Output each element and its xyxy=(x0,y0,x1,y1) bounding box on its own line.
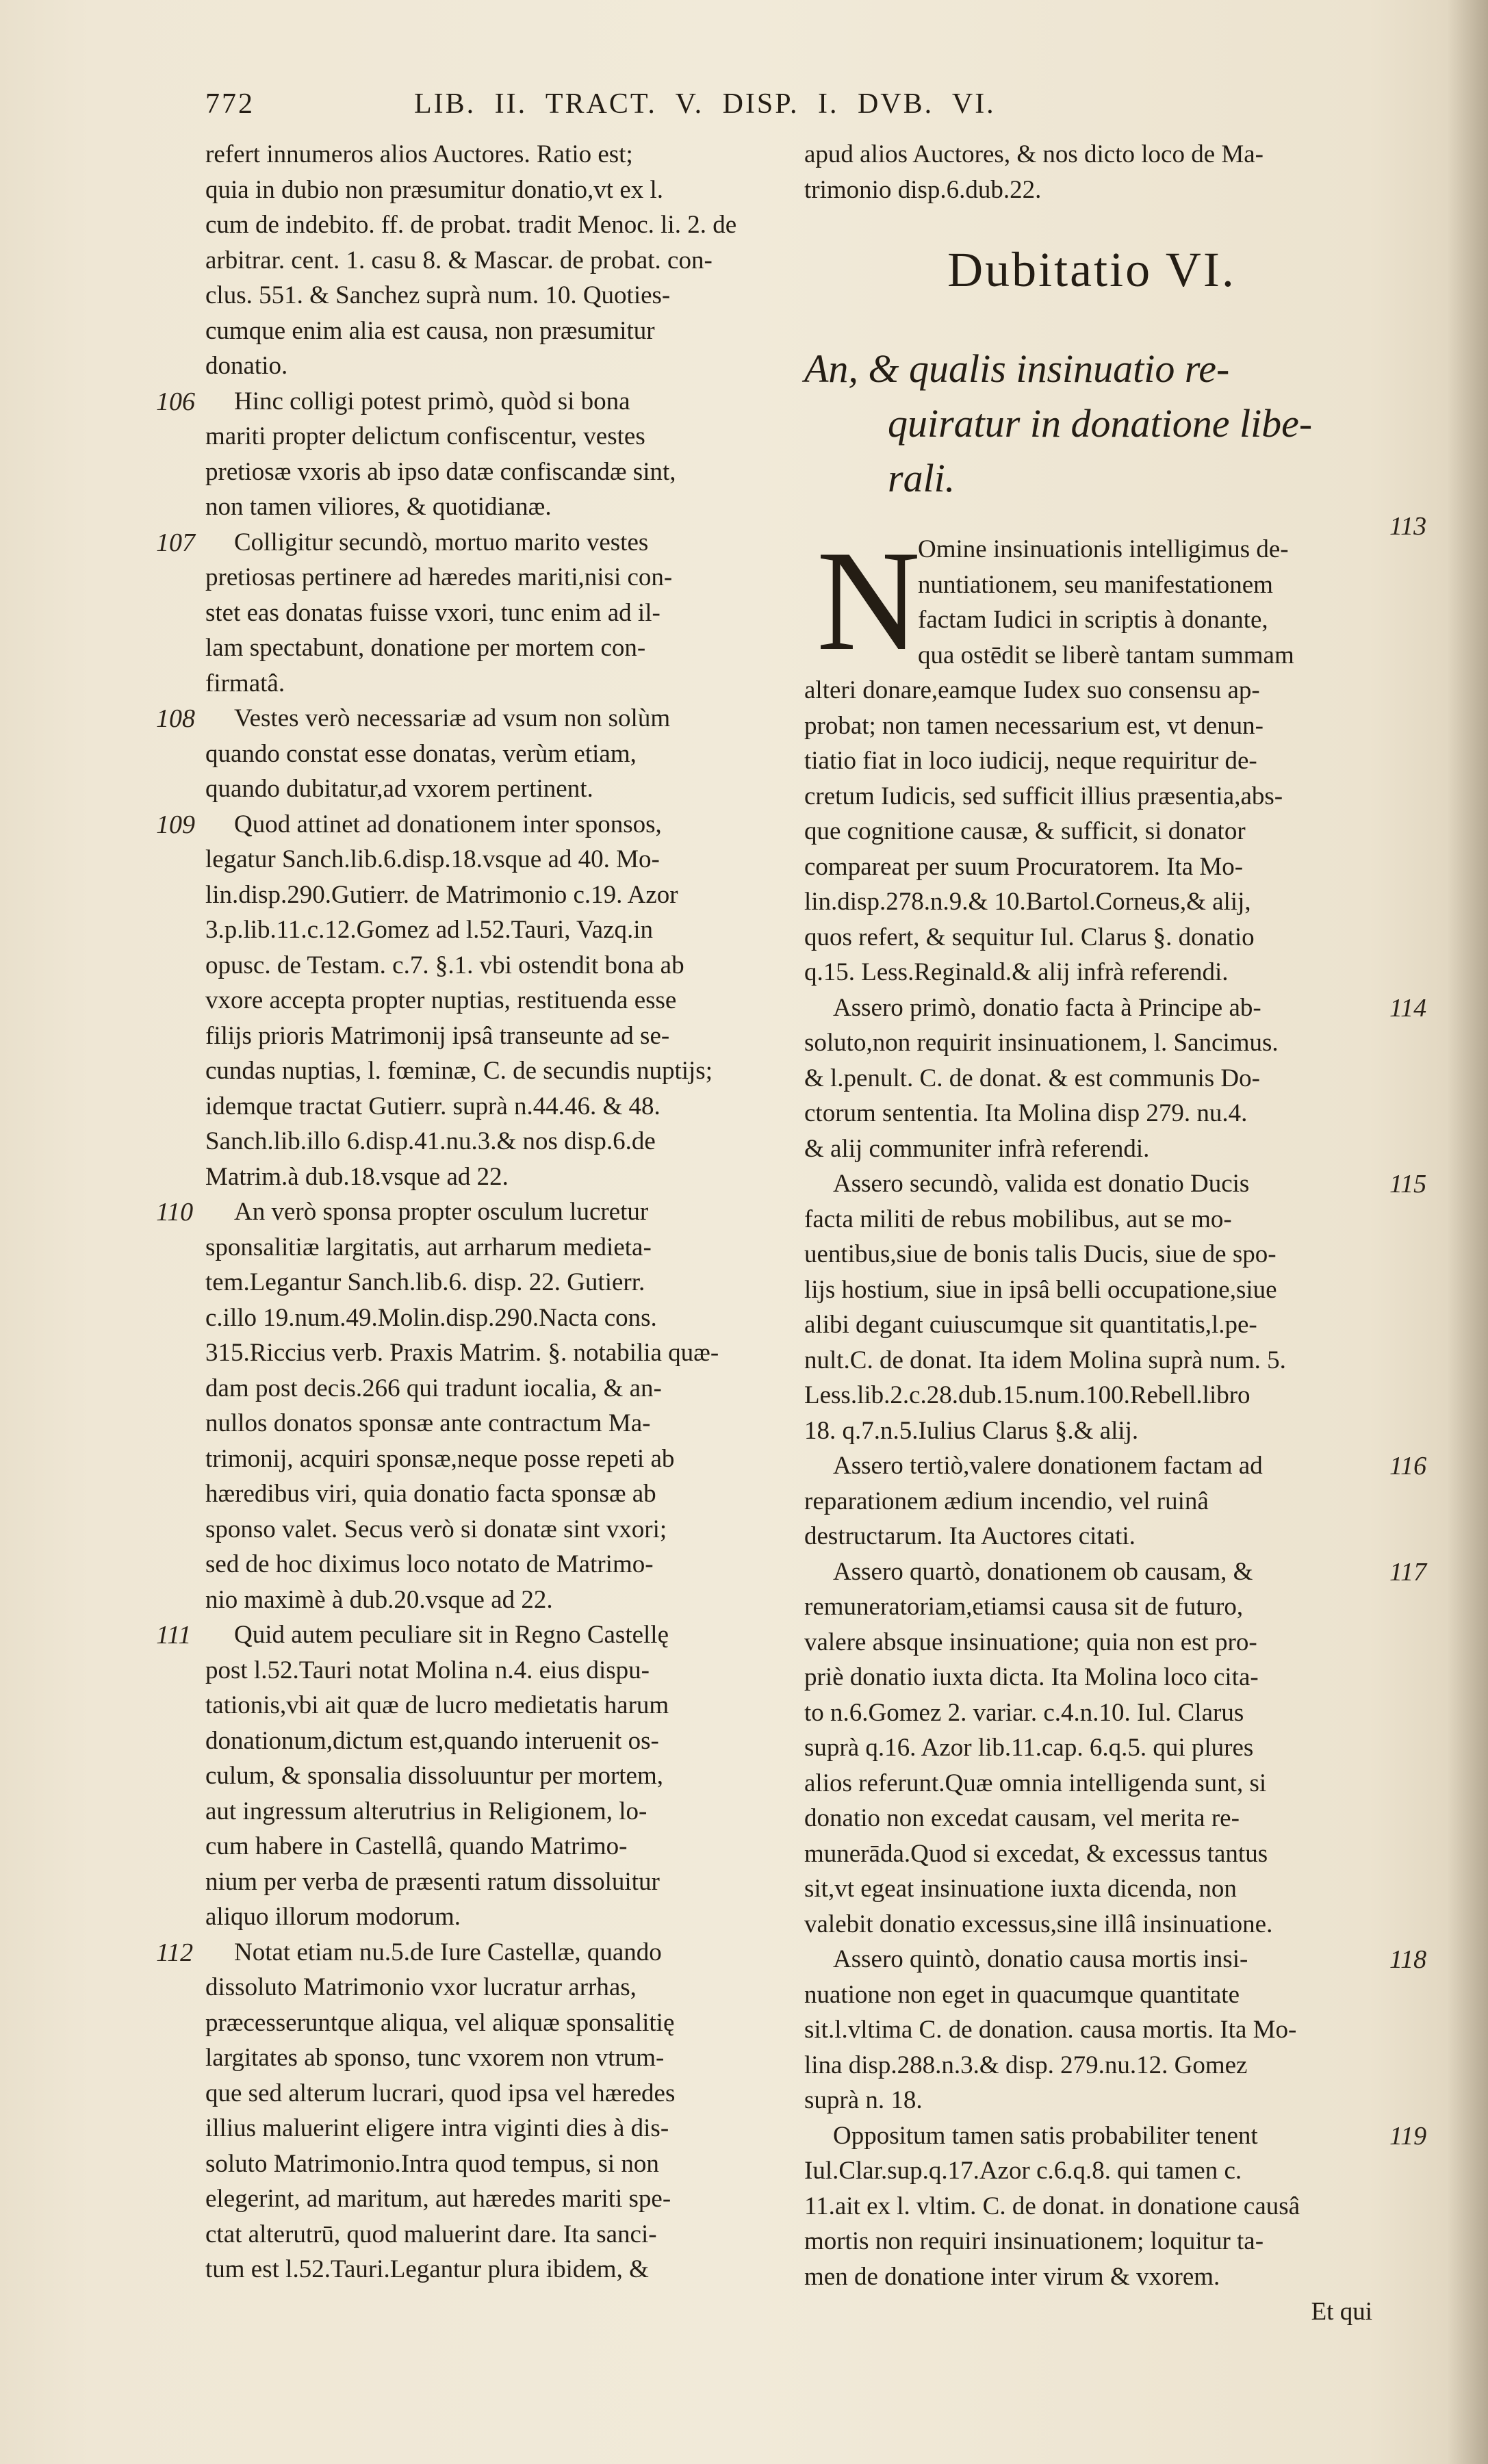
text-line: sit,vt egeat insinuatione iuxta dicenda, non xyxy=(804,1875,1237,1903)
text-line: cretum Iudicis, sed sufficit illius præsentia,abs- xyxy=(804,782,1283,810)
text-line: quia in dubio non præsumitur donatio,vt ex l. xyxy=(205,175,664,204)
paragraph-number: 106 xyxy=(156,387,195,416)
text-line: & alij communiter infrà referendi. xyxy=(804,1134,1150,1163)
text-line: lam spectabunt, donatione per mortem con- xyxy=(205,634,646,662)
text-line: quando dubitatur,ad vxorem pertinent. xyxy=(205,775,593,803)
text-line: firmatâ. xyxy=(205,669,285,697)
text-line: donationum,dictum est,quando interuenit os- xyxy=(205,1726,659,1755)
paragraph-number: 108 xyxy=(156,704,195,733)
text-line: illius maluerint eligere intra viginti dies à dis- xyxy=(205,2114,669,2142)
text-line: dissoluto Matrimonio vxor lucratur arrhas, xyxy=(205,1973,637,2001)
question-heading xyxy=(804,342,1379,506)
paragraph xyxy=(804,1942,1379,2118)
drop-cap: N xyxy=(817,522,921,680)
paragraph-number: 118 xyxy=(1389,1945,1427,1974)
paragraph-number: 111 xyxy=(156,1621,192,1650)
text-line: stet eas donatas fuisse vxori, tunc enim ad il- xyxy=(205,598,660,627)
text-line: tationis,vbi ait quæ de lucro medietatis harum xyxy=(205,1691,669,1719)
text-line: Sanch.lib.illo 6.disp.41.nu.3.& nos disp.6.de xyxy=(205,1127,656,1155)
running-title: LIB. II. TRACT. V. DISP. I. DVB. VI. xyxy=(414,88,996,120)
paragraph xyxy=(804,2118,1379,2295)
text-line: ctorum sententia. Ita Molina disp 279. nu.4. xyxy=(804,1099,1248,1127)
text-line: culum, & sponsalia dissoluuntur per mortem, xyxy=(205,1762,663,1790)
paragraph-number: 112 xyxy=(156,1938,194,1967)
text-line: Assero tertiò,valere donationem factam ad xyxy=(833,1452,1263,1480)
text-line: alios referunt.Quæ omnia intelligenda sunt, si xyxy=(804,1769,1267,1797)
text-line: valebit donatio excessus,sine illâ insinuatione. xyxy=(804,1910,1273,1938)
text-line: cumque enim alia est causa, non præsumitur xyxy=(205,316,655,345)
text-line: Quid autem peculiare sit in Regno Castellę xyxy=(234,1621,669,1649)
text-line: destructarum. Ita Auctores citati. xyxy=(804,1522,1136,1550)
paragraph xyxy=(804,1448,1379,1554)
text-line: Colligitur secundò, mortuo marito vestes xyxy=(234,528,649,556)
running-head xyxy=(205,88,1342,129)
right-intro xyxy=(804,137,1379,207)
text-line: nult.C. de donat. Ita idem Molina suprà num. 5. xyxy=(804,1346,1286,1374)
text-line: donatio non excedat causam, vel merita re- xyxy=(804,1804,1240,1832)
text-line: vxore accepta propter nuptias, restituenda esse xyxy=(205,986,677,1014)
text-line: idemque tractat Gutierr. suprà n.44.46. & 48. xyxy=(205,1092,660,1120)
text-line: nium per verba de præsenti ratum dissoluitur xyxy=(205,1867,660,1896)
question-line: quiratur in donatione libe- xyxy=(888,401,1313,446)
text-line: Hinc colligi potest primò, quòd si bona xyxy=(234,387,630,415)
text-line: aliquo illorum modorum. xyxy=(205,1903,461,1931)
text-line: tem.Legantur Sanch.lib.6. disp. 22. Gutierr. xyxy=(205,1268,645,1296)
page-number: 772 xyxy=(205,88,255,120)
text-line: Assero primò, donatio facta à Principe ab- xyxy=(833,993,1261,1022)
text-line: sponsalitiæ largitatis, aut arrharum medieta- xyxy=(205,1233,652,1261)
text-line: pretiosas pertinere ad hæredes mariti,nisi con- xyxy=(205,563,673,591)
paragraph xyxy=(804,1166,1379,1448)
text-line: mortis non requiri insinuationem; loquitur ta- xyxy=(804,2227,1264,2255)
text-line: Oppositum tamen satis probabiliter tenent xyxy=(833,2121,1258,2150)
text-line: largitates ab sponso, tunc vxorem non vtrum- xyxy=(205,2044,665,2072)
text-line: suprà q.16. Azor lib.11.cap. 6.q.5. qui plures xyxy=(804,1734,1254,1762)
text-line: compareat per suum Procuratorem. Ita Mo- xyxy=(804,852,1244,881)
left-column xyxy=(205,137,780,2287)
text-line: nuntiationem, seu manifestationem xyxy=(918,570,1273,599)
right-paragraphs xyxy=(804,990,1379,2295)
text-line: hæredibus viri, quia donatio facta sponsæ ab xyxy=(205,1480,656,1508)
text-line: apud alios Auctores, & nos dicto loco de Ma- xyxy=(804,140,1264,168)
text-line: cum de indebito. ff. de probat. tradit Menoc. li. 2. de xyxy=(205,211,737,239)
paragraph xyxy=(205,807,780,1195)
text-line: tiatio fiat in loco iudicij, neque requiritur de- xyxy=(804,747,1257,775)
text-line: reparationem ædium incendio, vel ruinâ xyxy=(804,1487,1209,1515)
right-column xyxy=(804,137,1379,2330)
text-line: suprà n. 18. xyxy=(804,2086,923,2114)
question-line: rali. xyxy=(888,456,955,500)
text-line: pretiosæ vxoris ab ipso datæ confiscandæ sint, xyxy=(205,457,676,486)
text-line: cum habere in Castellâ, quando Matrimo- xyxy=(205,1832,628,1860)
paragraph-number: 114 xyxy=(1389,993,1427,1023)
text-line: factam Iudici in scriptis à donante, xyxy=(918,606,1268,634)
text-line: clus. 551. & Sanchez suprà num. 10. Quoties- xyxy=(205,281,671,309)
text-line: probat; non tamen necessarium est, vt denun- xyxy=(804,711,1263,740)
catchword: Et qui xyxy=(1311,2298,1372,2326)
paragraph-number: 117 xyxy=(1389,1557,1427,1587)
paragraph xyxy=(804,1554,1379,1942)
text-line: legatur Sanch.lib.6.disp.18.vsque ad 40. Mo- xyxy=(205,845,660,873)
text-line: soluto Matrimonio.Intra quod tempus, si non xyxy=(205,2149,659,2178)
text-line: filijs prioris Matrimonij ipsâ transeunte ad se- xyxy=(205,1021,670,1050)
text-line: valere absque insinuatione; quia non est pro- xyxy=(804,1628,1257,1656)
paragraph xyxy=(205,384,780,525)
text-line: Quod attinet ad donationem inter sponsos, xyxy=(234,810,662,838)
paragraph-number: 107 xyxy=(156,528,195,557)
text-line: sed de hoc diximus loco notato de Matrimo- xyxy=(205,1550,654,1578)
text-line: men de donatione inter virum & vxorem. xyxy=(804,2262,1220,2291)
text-line: refert innumeros alios Auctores. Ratio est; xyxy=(205,140,633,168)
paragraph-number: 116 xyxy=(1389,1452,1427,1480)
text-line: uentibus,siue de bonis talis Ducis, siue de spo- xyxy=(804,1240,1277,1268)
paragraph-number: 110 xyxy=(156,1198,194,1227)
text-line: post l.52.Tauri notat Molina n.4. eius dispu- xyxy=(205,1656,650,1684)
text-line: lin.disp.290.Gutierr. de Matrimonio c.19. Azor xyxy=(205,880,678,909)
text-line: lijs hostium, siue in ipsâ belli occupatione,siue xyxy=(804,1275,1277,1304)
text-line: quando constat esse donatas, verùm etiam, xyxy=(205,739,637,768)
paragraph xyxy=(804,990,1379,1167)
text-line: 3.p.lib.11.c.12.Gomez ad l.52.Tauri, Vazq.in xyxy=(205,916,654,944)
paragraph xyxy=(205,525,780,702)
text-line: nio maximè à dub.20.vsque ad 22. xyxy=(205,1585,553,1614)
text-line: munerāda.Quod si excedat, & excessus tantus xyxy=(804,1839,1268,1868)
text-line: & l.penult. C. de donat. & est communis Do- xyxy=(804,1064,1260,1092)
first-paragraph xyxy=(804,522,1379,990)
paragraph xyxy=(205,701,780,807)
text-line: donatio. xyxy=(205,352,288,380)
paragraph-number: 119 xyxy=(1389,2121,1427,2151)
text-line: alibi degant cuiuscumque sit quantitatis,l.pe- xyxy=(804,1311,1257,1339)
text-line: trimonij, acquiri sponsæ,neque posse repeti ab xyxy=(205,1444,675,1473)
text-line: que cognitione causæ, & sufficit, si donator xyxy=(804,817,1246,845)
text-line: Omine insinuationis intelligimus de- xyxy=(918,535,1289,563)
text-line: 18. q.7.n.5.Iulius Clarus §.& alij. xyxy=(804,1416,1139,1445)
paragraph xyxy=(205,1194,780,1617)
paragraph-number: 115 xyxy=(1389,1170,1427,1198)
text-line: Iul.Clar.sup.q.17.Azor c.6.q.8. qui tamen c. xyxy=(804,2157,1242,2185)
text-line: quos refert, & sequitur Iul. Clarus §. donatio xyxy=(804,923,1255,951)
text-line: to n.6.Gomez 2. variar. c.4.n.10. Iul. Clarus xyxy=(804,1698,1244,1727)
text-line: remuneratoriam,etiamsi causa sit de futuro, xyxy=(804,1593,1244,1621)
paragraph xyxy=(205,1935,780,2287)
paragraph-number: 113 xyxy=(1389,512,1427,541)
text-line: sit.l.vltima C. de donation. causa mortis. Ita Mo- xyxy=(804,2016,1297,2044)
text-line: tum est l.52.Tauri.Legantur plura ibidem, & xyxy=(205,2255,649,2283)
text-line: Assero quintò, donatio causa mortis insi- xyxy=(833,1945,1248,1973)
text-line: sponso valet. Secus verò si donatæ sint vxori; xyxy=(205,1515,667,1543)
text-line: que sed alterum lucrari, quod ipsa vel hæredes xyxy=(205,2079,676,2107)
text-line: An verò sponsa propter osculum lucretur xyxy=(234,1198,649,1226)
text-line: trimonio disp.6.dub.22. xyxy=(804,175,1042,204)
text-line: 11.ait ex l. vltim. C. de donat. in donatione causâ xyxy=(804,2192,1300,2220)
text-line: opusc. de Testam. c.7. §.1. vbi ostendit bona ab xyxy=(205,951,684,979)
paragraph-number: 109 xyxy=(156,810,195,839)
text-line: alteri donare,eamque Iudex suo consensu ap- xyxy=(804,676,1260,704)
text-line: mariti propter delictum confiscentur, vestes xyxy=(205,422,645,450)
text-line: ctat alterutrū, quod maluerint dare. Ita sanci- xyxy=(205,2220,657,2248)
text-line: qua ostēdit se liberè tantam summam xyxy=(918,641,1294,669)
gutter-shadow xyxy=(1447,0,1488,2464)
text-line: facta militi de rebus mobilibus, aut se mo- xyxy=(804,1205,1232,1233)
paragraph xyxy=(205,1617,780,1935)
text-line: cundas nuptias, l. fœminæ, C. de secundis nuptijs; xyxy=(205,1057,713,1085)
text-line: nuatione non eget in quacumque quantitate xyxy=(804,1980,1240,2009)
text-line: non tamen viliores, & quotidianæ. xyxy=(205,493,552,521)
text-line: priè donatio iuxta dicta. Ita Molina loco cita- xyxy=(804,1663,1259,1691)
text-line: dam post decis.266 qui tradunt iocalia, & an- xyxy=(205,1374,662,1402)
text-line: nullos donatos sponsæ ante contractum Ma- xyxy=(205,1409,651,1437)
text-line: Matrim.à dub.18.vsque ad 22. xyxy=(205,1162,509,1191)
text-line: arbitrar. cent. 1. casu 8. & Mascar. de probat. con- xyxy=(205,246,713,274)
section-title: Dubitatio VI. xyxy=(947,242,1236,297)
text-line: Assero secundò, valida est donatio Ducis xyxy=(833,1170,1250,1198)
text-line: Notat etiam nu.5.de Iure Castellæ, quando xyxy=(234,1938,662,1966)
text-line: aut ingressum alterutrius in Religionem, lo- xyxy=(205,1797,647,1825)
text-line: c.illo 19.num.49.Molin.disp.290.Nacta cons. xyxy=(205,1303,657,1332)
text-line: Vestes verò necessariæ ad vsum non solùm xyxy=(234,704,671,732)
text-line: soluto,non requirit insinuationem, l. Sancimus. xyxy=(804,1029,1279,1057)
paragraph xyxy=(205,137,780,384)
text-line: elegerint, ad maritum, aut hæredes mariti spe- xyxy=(205,2185,671,2213)
text-line: lina disp.288.n.3.& disp. 279.nu.12. Gomez xyxy=(804,2051,1248,2079)
text-line: 315.Riccius verb. Praxis Matrim. §. notabilia quæ- xyxy=(205,1339,719,1367)
text-line: præcesseruntque aliqua, vel aliquæ sponsalitię xyxy=(205,2008,675,2037)
text-line: Assero quartò, donationem ob causam, & xyxy=(833,1557,1253,1586)
text-line: Less.lib.2.c.28.dub.15.num.100.Rebell.libro xyxy=(804,1381,1250,1409)
text-line: lin.disp.278.n.9.& 10.Bartol.Corneus,& alij, xyxy=(804,888,1251,916)
text-line: q.15. Less.Reginald.& alij infrà referendi. xyxy=(804,958,1229,986)
question-line: An, & qualis insinuatio re- xyxy=(804,346,1230,391)
